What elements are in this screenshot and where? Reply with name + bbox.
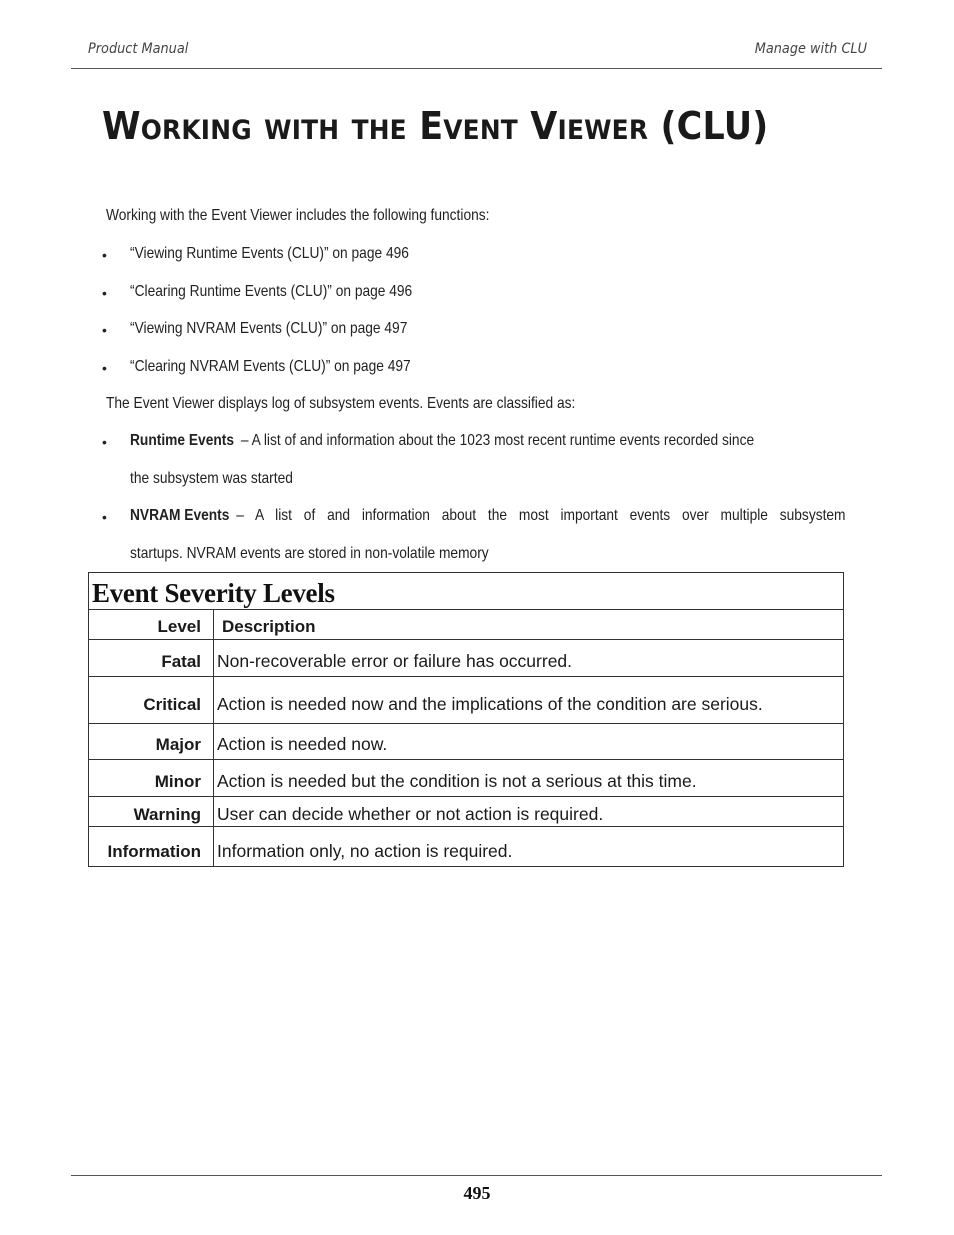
- severity-level: Information: [89, 827, 214, 866]
- nvram-events-line1: – A list of and information about the most important events over multiple subsystem: [236, 507, 846, 524]
- severity-level: Critical: [89, 677, 214, 723]
- link-viewing-runtime-events[interactable]: “Viewing Runtime Events (CLU)” on page 496: [130, 245, 409, 262]
- intro-text: Working with the Event Viewer includes the following functions:: [106, 207, 490, 224]
- table-row: [89, 640, 843, 677]
- severity-description: Action is needed but the condition is not a serious at this time.: [217, 771, 697, 791]
- severity-description: Action is needed now and the implications of the condition are serious.: [217, 694, 763, 714]
- bullet-icon: •: [102, 509, 107, 525]
- header-rule: [71, 68, 882, 69]
- link-clearing-runtime-events[interactable]: “Clearing Runtime Events (CLU)” on page 496: [130, 283, 413, 300]
- page-number: 495: [463, 1183, 491, 1203]
- severity-level: Warning: [89, 797, 214, 826]
- column-header-level: Level: [89, 610, 214, 639]
- page-title: Working with the Event Viewer (CLU): [102, 104, 769, 148]
- bullet-icon: •: [102, 434, 107, 450]
- severity-description: Information only, no action is required.: [217, 841, 513, 861]
- bullet-icon: •: [102, 285, 107, 301]
- table-row: [89, 797, 843, 827]
- severity-description: Non-recoverable error or failure has occurred.: [217, 651, 573, 671]
- classified-intro-text: The Event Viewer displays log of subsystem events. Events are classified as:: [106, 395, 576, 412]
- table-row: [89, 724, 843, 760]
- severity-table-header: [89, 610, 843, 640]
- bullet-icon: •: [102, 322, 107, 338]
- event-severity-table: [88, 572, 844, 867]
- bullet-icon: •: [102, 360, 107, 376]
- runtime-events-term: Runtime Events: [130, 432, 234, 449]
- footer-rule: [71, 1175, 882, 1176]
- table-row: [89, 677, 843, 724]
- running-header-right: Manage with CLU: [754, 41, 867, 57]
- nvram-events-description: [130, 507, 846, 525]
- nvram-events-term: NVRAM Events: [130, 507, 230, 524]
- nvram-events-line2: startups. NVRAM events are stored in non-volatile memory: [130, 545, 489, 562]
- table-row: [89, 827, 843, 866]
- severity-description: Action is needed now.: [217, 734, 388, 754]
- link-viewing-nvram-events[interactable]: “Viewing NVRAM Events (CLU)” on page 497: [130, 320, 408, 337]
- bullet-icon: •: [102, 247, 107, 263]
- severity-level: Major: [89, 724, 214, 759]
- runtime-events-line2: the subsystem was started: [130, 470, 293, 487]
- runtime-events-line1: – A list of and information about the 1023 most recent runtime events recorded since: [240, 432, 755, 449]
- column-header-description: Description: [222, 617, 316, 636]
- running-header-left: Product Manual: [88, 41, 189, 57]
- severity-level: Minor: [89, 760, 214, 796]
- link-clearing-nvram-events[interactable]: “Clearing NVRAM Events (CLU)” on page 497: [130, 358, 411, 375]
- severity-level: Fatal: [89, 640, 214, 676]
- table-row: [89, 760, 843, 797]
- severity-table-title: Event Severity Levels: [89, 573, 843, 610]
- runtime-events-description: [130, 432, 846, 450]
- severity-description: User can decide whether or not action is required.: [217, 804, 604, 824]
